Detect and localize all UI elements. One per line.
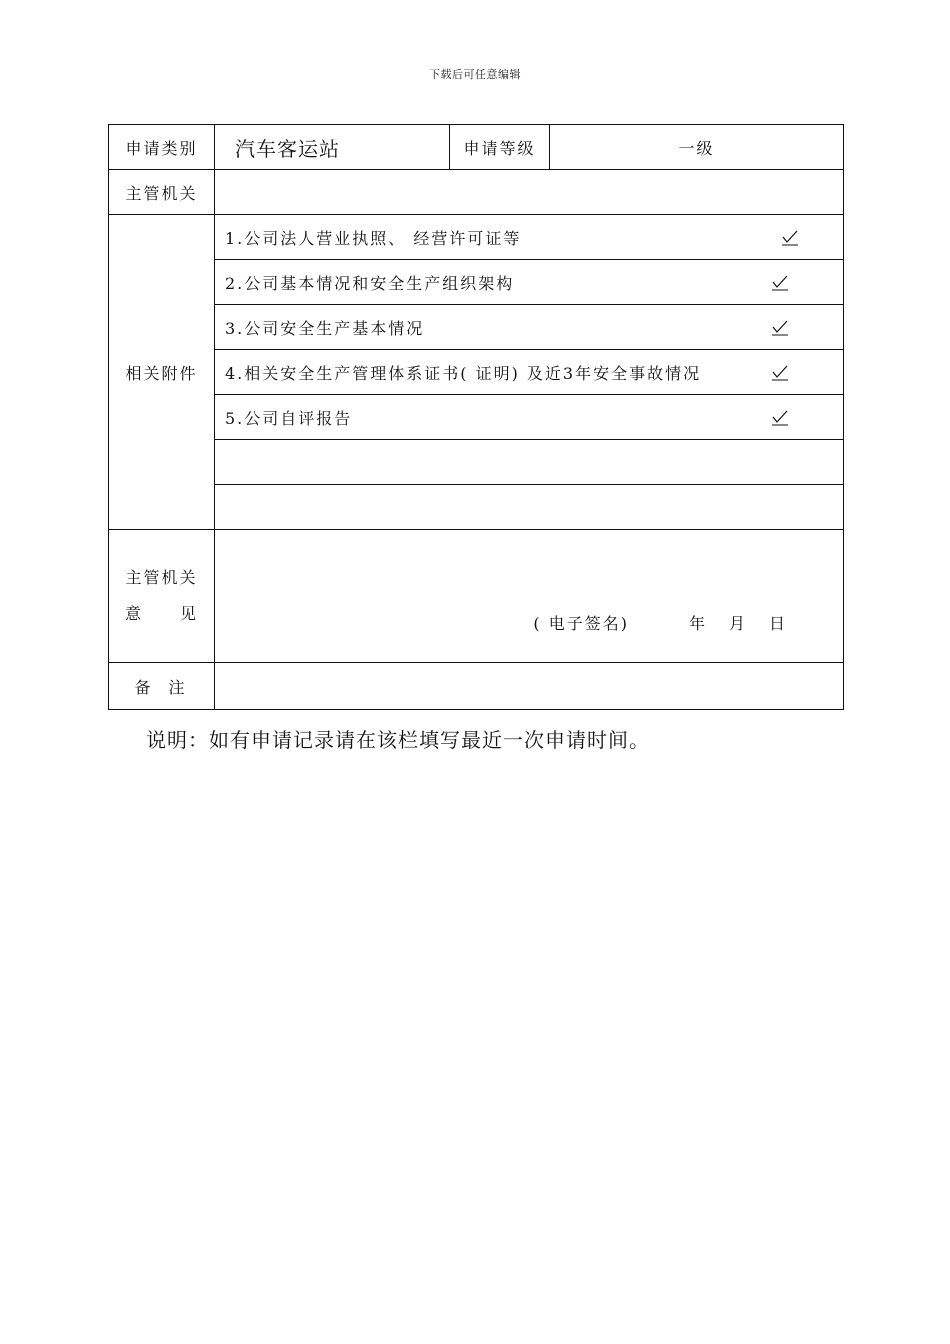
attachment-row — [109, 305, 844, 350]
attachment-row — [109, 215, 844, 260]
attachment-item-4[interactable] — [215, 350, 844, 395]
opinion-label — [109, 530, 215, 663]
level-label: 申请等级 — [450, 125, 550, 170]
attachment-text: 1.公司法人营业执照、 经营许可证等 — [225, 228, 522, 248]
attachment-text: 3.公司安全生产基本情况 — [225, 318, 425, 338]
attachment-item-5[interactable] — [215, 395, 844, 440]
row-type-level — [109, 125, 844, 170]
opinion-label-char: 意 — [125, 604, 144, 623]
date-day: 日 — [768, 614, 787, 633]
authority-label: 主管机关 — [109, 170, 215, 215]
application-form — [108, 124, 844, 710]
checkmark-icon[interactable] — [771, 318, 789, 336]
opinion-value[interactable] — [215, 530, 844, 663]
checkmark-icon[interactable] — [771, 408, 789, 426]
attachment-text: 2.公司基本情况和安全生产组织架构 — [225, 273, 515, 293]
checkmark-icon[interactable] — [781, 228, 799, 246]
attachment-row — [109, 440, 844, 485]
level-value[interactable]: 一级 — [550, 125, 844, 170]
authority-value[interactable] — [215, 170, 844, 215]
row-authority — [109, 170, 844, 215]
type-value[interactable]: 汽车客运站 — [215, 125, 450, 170]
attachments-label: 相关附件 — [109, 215, 215, 530]
signature-label: ( 电子签名) — [533, 614, 629, 633]
date-year: 年 — [688, 614, 707, 633]
checkmark-icon[interactable] — [771, 273, 789, 291]
attachment-row — [109, 350, 844, 395]
attachment-text: 5.公司自评报告 — [225, 408, 353, 428]
type-label: 申请类别 — [109, 125, 215, 170]
attachment-item-1[interactable] — [215, 215, 844, 260]
attachment-row — [109, 485, 844, 530]
attachment-item-6[interactable] — [215, 440, 844, 485]
remark-value[interactable] — [215, 663, 844, 710]
opinion-label-line1: 主管机关 — [125, 568, 198, 587]
attachment-row — [109, 260, 844, 305]
row-remark — [109, 663, 844, 710]
footnote: 说明：如有申请记录请在该栏填写最近一次申请时间。 — [146, 728, 650, 752]
attachment-item-2[interactable] — [215, 260, 844, 305]
attachment-item-3[interactable] — [215, 305, 844, 350]
date-month: 月 — [728, 614, 747, 633]
attachment-item-7[interactable] — [215, 485, 844, 530]
opinion-label-line2 — [109, 596, 214, 632]
attachment-row — [109, 395, 844, 440]
row-opinion — [109, 530, 844, 663]
signature-line — [533, 611, 787, 634]
header-note: 下载后可任意编辑 — [429, 68, 521, 81]
remark-label: 备注 — [109, 663, 215, 710]
opinion-label-char: 见 — [179, 604, 198, 623]
checkmark-icon[interactable] — [771, 363, 789, 381]
attachment-text: 4.相关安全生产管理体系证书( 证明) 及近3年安全事故情况 — [225, 363, 702, 383]
